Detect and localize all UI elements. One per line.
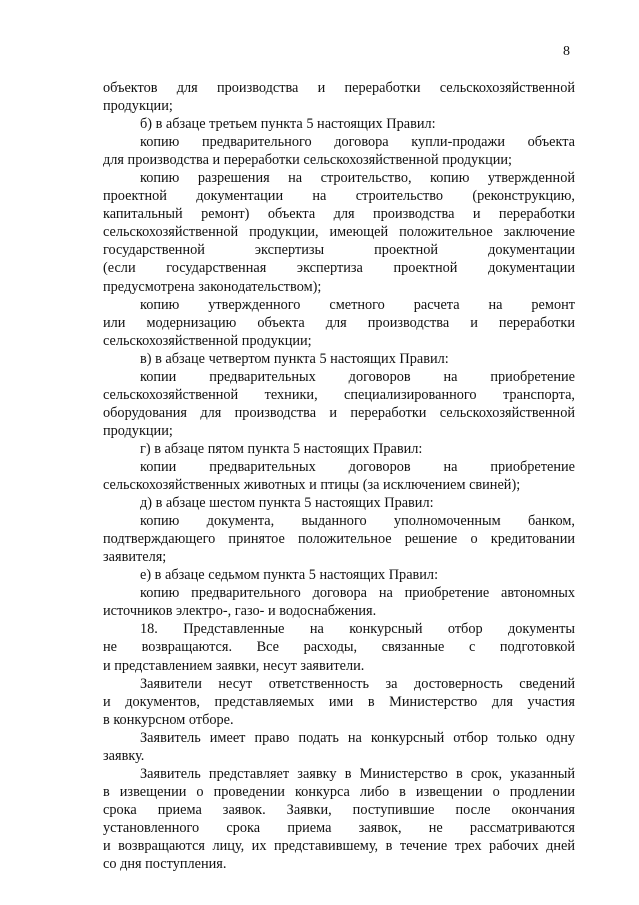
text-line: объектов для производства и переработки сельскохозяйственной: [103, 80, 575, 96]
text-line: Заявитель имеет право подать на конкурсный отбор только одну: [140, 729, 575, 746]
text-line: копию утвержденного сметного расчета на ремонт: [140, 296, 575, 313]
text-line: копию документа, выданного уполномоченным банком,: [140, 513, 575, 530]
page-number: 8: [563, 44, 570, 59]
text-line: сельскохозяйственной продукции;: [103, 332, 312, 349]
text-line: проектной документации на строительство (реконструкцию,: [103, 188, 575, 205]
text-line: в) в абзаце четвертом пункта 5 настоящих Правил:: [140, 350, 449, 367]
text-line: копии предварительных договоров на приобретение: [140, 368, 575, 385]
text-line: предусмотрена законодательством);: [103, 278, 322, 295]
text-line: в конкурсном отборе.: [103, 711, 234, 728]
text-line: не возвращаются. Все расходы, связанные с подготовкой: [103, 639, 575, 656]
text-line: оборудования для производства и переработки сельскохозяйственной: [103, 404, 575, 421]
text-line: и представлением заявки, несут заявители.: [103, 657, 365, 674]
text-line: для производства и переработки сельскохозяйственной продукции;: [103, 152, 513, 169]
text-line: д) в абзаце шестом пункта 5 настоящих Правил:: [140, 495, 434, 512]
text-line: е) в абзаце седьмом пункта 5 настоящих Правил:: [140, 567, 439, 584]
text-line: 18. Представленные на конкурсный отбор документы: [140, 621, 575, 638]
text-line: копии предварительных договоров на приобретение: [140, 458, 575, 475]
text-line: копию разрешения на строительство, копию утвержденной: [140, 170, 575, 187]
text-line: сельскохозяйственной продукции, имеющей положительное заключение: [103, 224, 575, 241]
text-line: г) в абзаце пятом пункта 5 настоящих Правил:: [140, 440, 423, 457]
text-line: продукции;: [103, 422, 173, 439]
text-line: Заявитель представляет заявку в Министерство в срок, указанный: [140, 765, 575, 782]
text-line: сельскохозяйственных животных и птицы (за исключением свиней);: [103, 477, 521, 494]
text-line: сельскохозяйственной техники, специализированного транспорта,: [103, 386, 575, 403]
document-body: [103, 79, 575, 873]
text-line: подтверждающего принятое положительное решение о кредитовании: [103, 531, 575, 548]
text-line: установленного срока приема заявок, не рассматриваются: [103, 819, 575, 836]
text-line: источников электро-, газо- и водоснабжения.: [103, 603, 377, 620]
text-line: продукции;: [103, 98, 173, 115]
text-line: б) в абзаце третьем пункта 5 настоящих Правил:: [140, 116, 436, 133]
text-line: срока приема заявок. Заявки, поступившие после окончания: [103, 801, 575, 818]
text-line: Заявители несут ответственность за достоверность сведений: [140, 675, 575, 692]
text-line: и возвращаются лицу, их представившему, в течение трех рабочих дней: [103, 837, 575, 854]
text-line: копию предварительного договора купли-продажи объекта: [140, 134, 575, 151]
text-line: копию предварительного договора на приобретение автономных: [140, 585, 575, 602]
text-line: государственной экспертизы проектной документации: [103, 242, 575, 259]
text-line: (если государственная экспертиза проектной документации: [103, 260, 575, 277]
text-line: капитальный ремонт) объекта для производства и переработки: [103, 206, 575, 223]
text-line: в извещении о проведении конкурса либо в извещении о продлении: [103, 783, 575, 800]
text-line: со дня поступления.: [103, 856, 227, 873]
text-line: и документов, представляемых ими в Министерство для участия: [103, 693, 575, 710]
text-line: заявителя;: [103, 549, 167, 566]
text-line: заявку.: [103, 747, 145, 764]
text-line: или модернизацию объекта для производства и переработки: [103, 314, 575, 331]
